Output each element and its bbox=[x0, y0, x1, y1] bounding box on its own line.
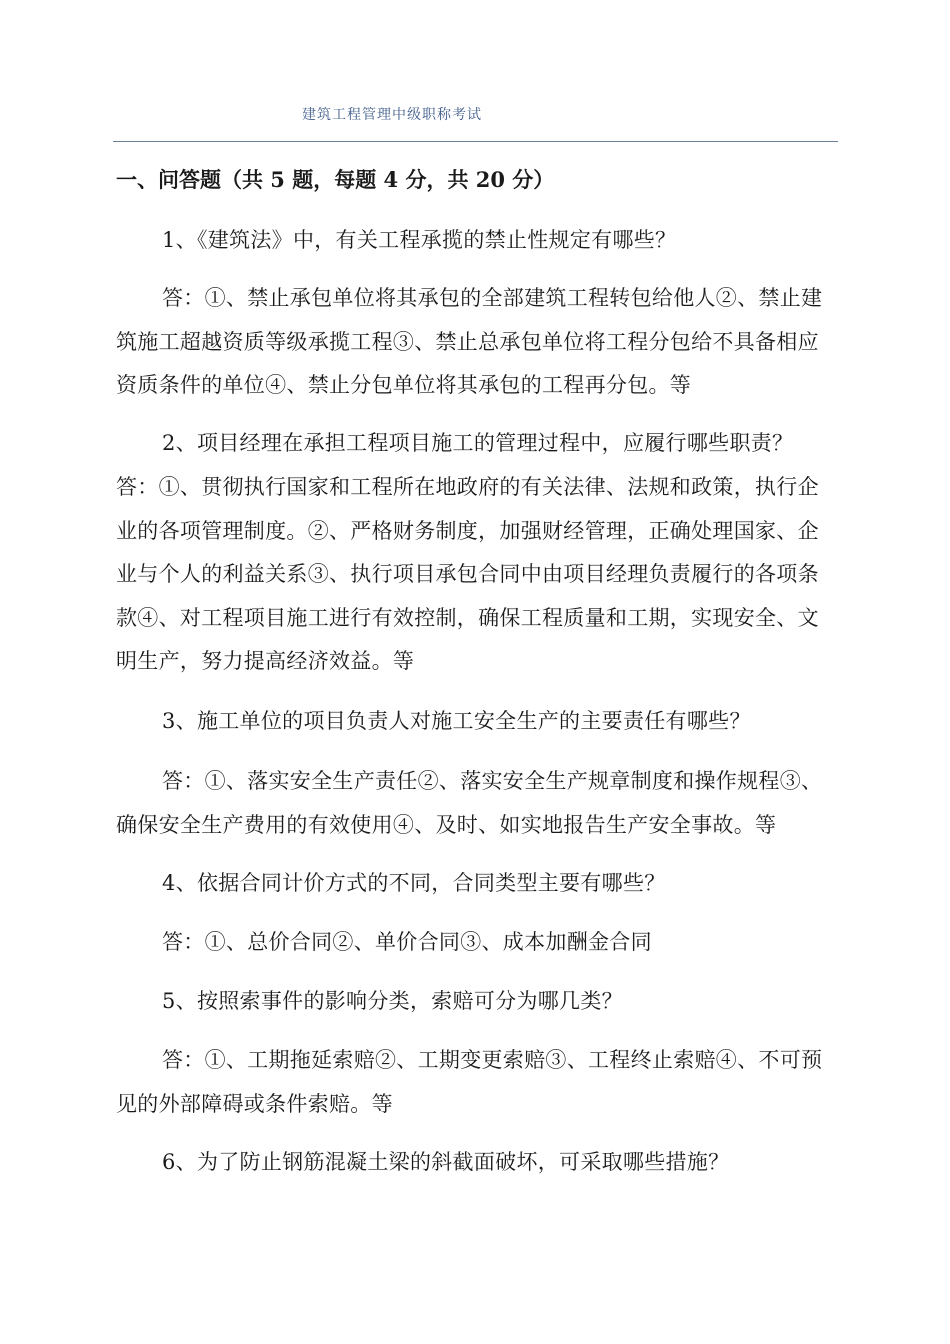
question-2: 2、项目经理在承担工程项目施工的管理过程中，应履行哪些职责？ bbox=[162, 431, 794, 455]
question-4: 4、依据合同计价方式的不同，合同类型主要有哪些？ bbox=[162, 871, 666, 895]
section-title: 一、问答题（共 5 题，每题 4 分，共 20 分） bbox=[116, 167, 555, 192]
question-6: 6、为了防止钢筋混凝土梁的斜截面破坏，可采取哪些措施？ bbox=[162, 1150, 730, 1174]
question-1: 1、《建筑法》中，有关工程承揽的禁止性规定有哪些？ bbox=[162, 228, 677, 252]
answer-5: 答：①、工期拖延索赔②、工期变更索赔③、工程终止索赔④、不可预见的外部障碍或条件索赔。等 bbox=[116, 1048, 823, 1116]
header-divider bbox=[113, 141, 838, 142]
answer-3: 答：①、落实安全生产责任②、落实安全生产规章制度和操作规程③、确保安全生产费用的有效使用④、及时、如实地报告生产安全事故。等 bbox=[116, 769, 823, 837]
answer-1: 答：①、禁止承包单位将其承包的全部建筑工程转包给他人②、禁止建筑施工超越资质等级承揽工程③、禁止总承包单位将工程分包给不具备相应资质条件的单位④、禁止分包单位将其承包的工程再分包。等 bbox=[116, 286, 823, 397]
answer-2: 答：①、贯彻执行国家和工程所在地政府的有关法律、法规和政策，执行企业的各项管理制度。②、严格财务制度，加强财经管理，正确处理国家、企业与个人的利益关系③、执行项目承包合同中由项目经理负责履行的各项条款④、对工程项目施工进行有效控制，确保工程质量和工期，实现安全、文明生产，努力提高经济效益。等 bbox=[116, 475, 819, 673]
answer-4: 答：①、总价合同②、单价合同③、成本加酬金合同 bbox=[162, 930, 652, 954]
question-5: 5、按照索事件的影响分类，索赔可分为哪几类？ bbox=[162, 989, 623, 1013]
page-header: 建筑工程管理中级职称考试 bbox=[302, 107, 482, 123]
question-3: 3、施工单位的项目负责人对施工安全生产的主要责任有哪些？ bbox=[162, 709, 751, 733]
